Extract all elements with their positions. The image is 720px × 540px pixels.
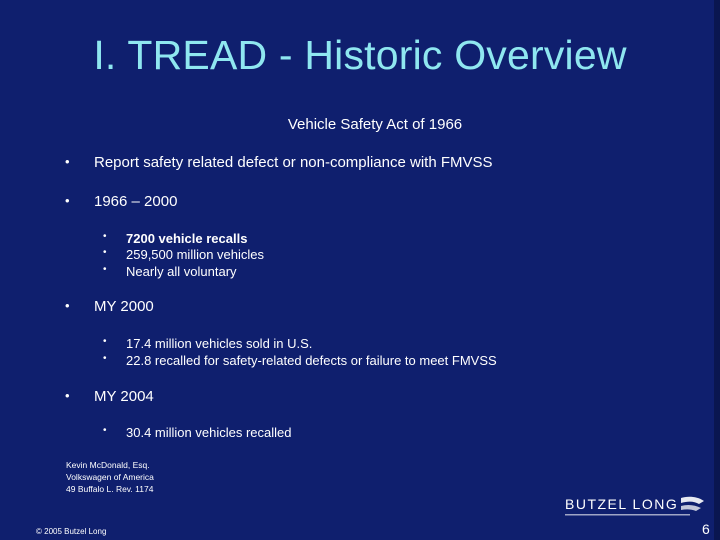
citation-line: Kevin McDonald, Esq. <box>66 460 150 470</box>
sub-bullet-text: 30.4 million vehicles recalled <box>126 425 292 440</box>
logo-swoosh-icon <box>681 497 704 504</box>
bullet-dot: • <box>65 193 70 208</box>
bullet-text: Report safety related defect or non-compliance with FMVSS <box>94 154 493 171</box>
slide-edge <box>714 0 720 540</box>
sub-bullet-dot: • <box>103 425 107 436</box>
logo-swoosh-icon <box>681 505 701 511</box>
citation <box>66 459 154 495</box>
citation-line: 49 Buffalo L. Rev. 1174 <box>66 484 154 494</box>
bullet-dot: • <box>65 154 70 169</box>
sub-bullet-dot: • <box>103 231 107 242</box>
copyright: © 2005 Butzel Long <box>36 527 107 536</box>
butzel-long-logo <box>563 494 708 518</box>
logo-underline <box>565 514 690 516</box>
logo-wordmark: BUTZEL LONG <box>565 496 679 512</box>
sub-bullet-dot: • <box>103 247 107 258</box>
bullet-dot: • <box>65 298 70 313</box>
sub-bullet-dot: • <box>103 336 107 347</box>
sub-bullet-text: 7200 vehicle recalls <box>126 231 248 246</box>
citation-line: Volkswagen of America <box>66 472 154 482</box>
sub-bullet-text: Nearly all voluntary <box>126 264 237 279</box>
sub-bullet-dot: • <box>103 264 107 275</box>
slide-subtitle: Vehicle Safety Act of 1966 <box>287 116 463 133</box>
bullet-text: MY 2000 <box>94 298 154 315</box>
sub-bullet-dot: • <box>103 353 107 364</box>
slide-title: I. TREAD - Historic Overview <box>93 32 627 78</box>
bullet-text: MY 2004 <box>94 388 154 405</box>
bullet-text: 1966 – 2000 <box>94 193 178 210</box>
page-number: 6 <box>702 521 710 537</box>
sub-bullet-text: 17.4 million vehicles sold in U.S. <box>126 336 313 351</box>
sub-bullet-text: 259,500 million vehicles <box>126 247 265 262</box>
sub-bullet-text: 22.8 recalled for safety-related defects or failure to meet FMVSS <box>126 353 497 368</box>
bullet-dot: • <box>65 388 70 403</box>
